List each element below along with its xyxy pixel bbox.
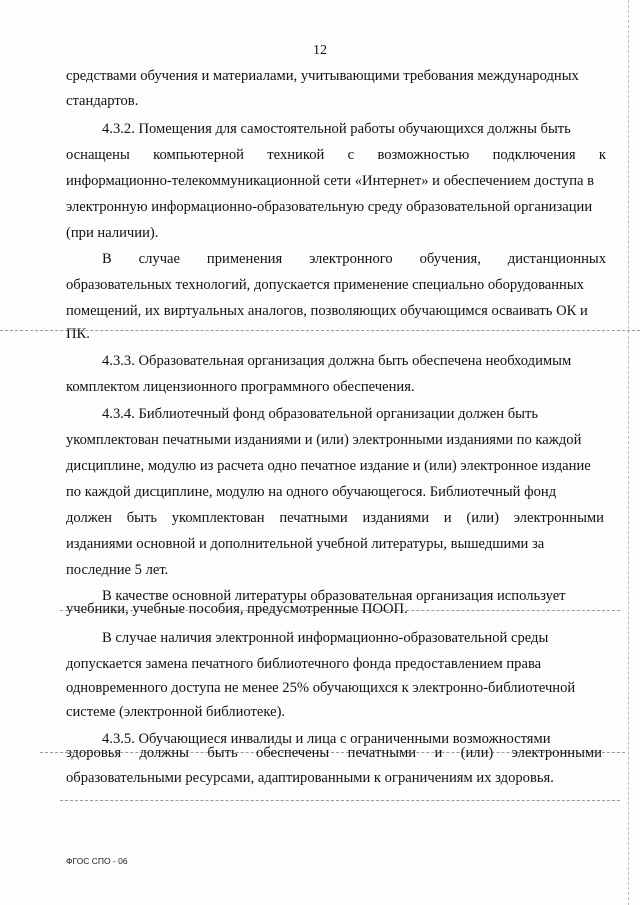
word: к: [598, 147, 606, 163]
word: компьютерной: [153, 147, 244, 163]
word: подключения: [492, 147, 576, 163]
text-line: укомплектован печатными изданиями и (или) электронными изданиями по каждой: [66, 432, 582, 448]
word: обучения,: [419, 251, 481, 267]
text-line: учебники, учебные пособия, предусмотренные ПООП.: [66, 601, 408, 617]
text-line: изданиями основной и дополнительной учебной литературы, вышедшими за: [66, 536, 545, 552]
text-line-justified: [66, 146, 606, 164]
word: печатными: [279, 510, 348, 526]
text-line: электронную информационно-образовательную среду образовательной организации: [66, 199, 593, 215]
word: и: [443, 510, 452, 526]
word: быть: [207, 745, 238, 761]
text-line: образовательных технологий, допускается применение специально оборудованных: [66, 277, 584, 293]
text-line: 4.3.5. Обучающиеся инвалиды и лица с ограниченными возможностями: [102, 731, 551, 747]
text-line: допускается замена печатного библиотечного фонда предоставлением права: [66, 656, 542, 672]
word: должен: [66, 510, 112, 526]
word: обеспечены: [256, 745, 330, 761]
scan-artifact-line: [60, 800, 620, 801]
word: техникой: [267, 147, 325, 163]
word: (или): [460, 745, 494, 761]
text-line: стандартов.: [66, 93, 139, 109]
text-line-justified: [102, 250, 606, 268]
text-line: 4.3.2. Помещения для самостоятельной работы обучающихся должны быть: [102, 121, 571, 137]
word: укомплектован: [171, 510, 265, 526]
text-line: системе (электронной библиотеке).: [66, 704, 286, 720]
word: возможностью: [377, 147, 470, 163]
page-number: 12: [313, 43, 327, 58]
text-line-justified: [66, 744, 602, 762]
text-line: 4.3.3. Образовательная организация должна быть обеспечена необходимым: [102, 353, 572, 369]
text-line: (при наличии).: [66, 225, 159, 241]
text-line: средствами обучения и материалами, учитывающими требования международных: [66, 68, 579, 84]
word: электронными: [513, 510, 604, 526]
word: с: [347, 147, 355, 163]
text-line: комплектом лицензионного программного обеспечения.: [66, 379, 415, 395]
text-line: дисциплине, модулю из расчета одно печатное издание и (или) электронное издание: [66, 458, 591, 474]
word: электронного: [309, 251, 393, 267]
word: случае: [138, 251, 180, 267]
document-footer: ФГОС СПО - 06: [66, 856, 128, 866]
text-line: В качестве основной литературы образовательная организация использует: [102, 588, 566, 604]
word: электронными: [511, 745, 602, 761]
text-line: 4.3.4. Библиотечный фонд образовательной организации должен быть: [102, 406, 539, 422]
word: быть: [126, 510, 157, 526]
text-line-justified: [66, 509, 604, 527]
text-line: образовательными ресурсами, адаптированными к ограничениям их здоровья.: [66, 770, 554, 786]
scan-edge-line: [628, 0, 629, 905]
word: (или): [466, 510, 499, 526]
text-line: по каждой дисциплине, модулю на одного обучающегося. Библиотечный фонд: [66, 484, 557, 500]
word: изданиями: [362, 510, 430, 526]
word: применения: [206, 251, 283, 267]
text-line: одновременного доступа не менее 25% обучающихся к электронно-библиотечной: [66, 680, 576, 696]
word: должны: [139, 745, 189, 761]
word: здоровья: [66, 745, 122, 761]
word: В: [102, 251, 112, 267]
text-line: ПК.: [66, 326, 90, 342]
text-line: В случае наличия электронной информационно-образовательной среды: [102, 630, 549, 646]
scan-artifact-line: [0, 330, 640, 331]
text-line: информационно-телекоммуникационной сети «Интернет» и обеспечением доступа в: [66, 173, 595, 189]
text-line: последние 5 лет.: [66, 562, 169, 578]
text-line: помещений, их виртуальных аналогов, позволяющих обучающимся осваивать ОК и: [66, 303, 588, 319]
word: дистанционных: [507, 251, 606, 267]
word: и: [434, 745, 443, 761]
word: печатными: [347, 745, 417, 761]
word: оснащены: [66, 147, 130, 163]
